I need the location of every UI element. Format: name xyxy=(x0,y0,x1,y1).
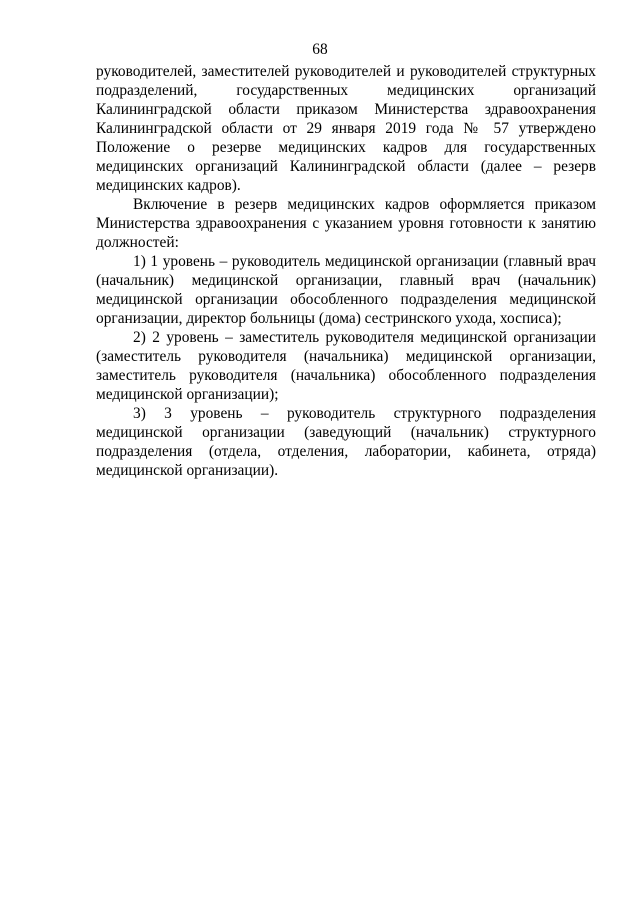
document-body xyxy=(96,62,596,480)
page-number: 68 xyxy=(312,41,328,58)
list-item-level-2: 2) 2 уровень – заместитель руководителя медицинской организации (заместитель руководителя (начальника) медицинской организации, заместитель руководителя (начальника) обособленного подразделения медицинской организации); xyxy=(96,329,596,403)
paragraph-continuation: руководителей, заместителей руководителей и руководителей структурных подразделений, государственных медицинских организаций Калининградской области приказом Министерства здравоохранения Калининградской области от 29 января 2019 года № 57 утверждено Положение о резерве медицинских кадров для государственных медицинских организаций Калининградской области (далее – резерв медицинских кадров). xyxy=(96,63,596,194)
paragraph-reserve-inclusion: Включение в резерв медицинских кадров оформляется приказом Министерства здравоохранения с указанием уровня готовности к занятию должностей: xyxy=(96,196,596,251)
list-item-level-3: 3) 3 уровень – руководитель структурного подразделения медицинской организации (заведующий (начальник) структурного подразделения (отдела, отделения, лаборатории, кабинета, отряда) медицинской организации). xyxy=(96,405,596,479)
list-item-level-1: 1) 1 уровень – руководитель медицинской организации (главный врач (начальник) медицинской организации, главный врач (начальник) медицинской организации обособленного подразделения медицинской организации, директор больницы (дома) сестринского ухода, хосписа); xyxy=(96,253,596,327)
